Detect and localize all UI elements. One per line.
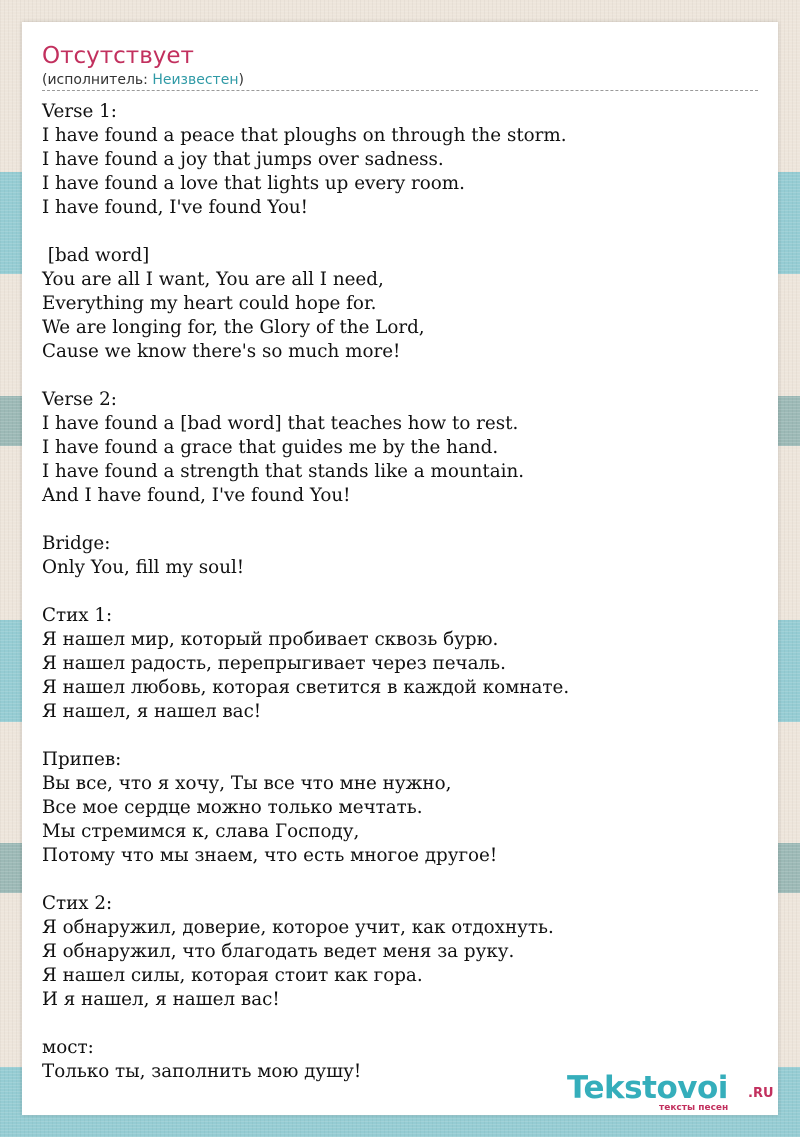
logo-domain: .RU <box>748 1086 774 1101</box>
lyrics-card <box>22 22 778 1115</box>
song-title: Отсутствует <box>42 43 194 69</box>
lyric-line: I have found a peace that ploughs on through the storm. <box>42 125 567 146</box>
lyric-line: Я обнаружил, доверие, которое учит, как отдохнуть. <box>42 917 554 938</box>
lyric-line: Verse 1: <box>42 101 117 122</box>
lyric-line: Стих 1: <box>42 605 113 626</box>
lyric-line: I have found a love that lights up every room. <box>42 173 465 194</box>
lyric-line: We are longing for, the Glory of the Lord, <box>42 317 425 338</box>
lyric-line: I have found a [bad word] that teaches how to rest. <box>42 413 519 434</box>
lyric-line: Я нашел, я нашел вас! <box>42 701 262 722</box>
lyric-line: And I have found, I've found You! <box>42 485 351 506</box>
lyric-line: Verse 2: <box>42 389 117 410</box>
lyric-line: You are all I want, You are all I need, <box>42 269 384 290</box>
lyric-line: мост: <box>42 1037 94 1058</box>
lyric-line: Cause we know there's so much more! <box>42 341 401 362</box>
lyric-line: Стих 2: <box>42 893 113 914</box>
artist-prefix: (исполнитель: <box>42 72 153 88</box>
logo-wordmark: Tekstovoi <box>567 1070 728 1106</box>
lyrics-text <box>42 100 758 1084</box>
lyric-line <box>42 868 758 892</box>
lyric-line: Я нашел радость, перепрыгивает через печаль. <box>42 653 506 674</box>
lyric-line: Все мое сердце можно только мечтать. <box>42 797 423 818</box>
lyric-line: Потому что мы знаем, что есть многое другое! <box>42 845 498 866</box>
lyric-line: I have found a grace that guides me by the hand. <box>42 437 499 458</box>
lyric-line <box>42 508 758 532</box>
artist-suffix: ) <box>238 72 244 88</box>
lyric-line: I have found a joy that jumps over sadness. <box>42 149 444 170</box>
artist-line <box>42 71 244 89</box>
artist-link[interactable]: Неизвестен <box>152 72 239 88</box>
title-divider <box>42 90 758 91</box>
lyric-line: Я нашел силы, которая стоит как гора. <box>42 965 423 986</box>
lyric-line: Мы стремимся к, слава Господу, <box>42 821 360 842</box>
lyric-line: Everything my heart could hope for. <box>42 293 377 314</box>
lyric-line: Only You, fill my soul! <box>42 557 245 578</box>
site-logo[interactable] <box>567 1068 777 1114</box>
lyric-line <box>42 220 758 244</box>
lyric-line <box>42 580 758 604</box>
lyric-line: Вы все, что я хочу, Ты все что мне нужно, <box>42 773 452 794</box>
logo-tagline: тексты песен <box>659 1103 729 1113</box>
lyric-line <box>42 1012 758 1036</box>
lyric-line: Только ты, заполнить мою душу! <box>42 1061 362 1082</box>
lyric-line: I have found, I've found You! <box>42 197 308 218</box>
lyric-line <box>42 364 758 388</box>
lyric-line: Я обнаружил, что благодать ведет меня за руку. <box>42 941 515 962</box>
lyric-line: Припев: <box>42 749 122 770</box>
lyric-line: [bad word] <box>42 245 150 266</box>
lyric-line: Я нашел мир, который пробивает сквозь бурю. <box>42 629 499 650</box>
lyric-line <box>42 724 758 748</box>
lyric-line: Я нашел любовь, которая светится в каждой комнате. <box>42 677 570 698</box>
lyric-line: Bridge: <box>42 533 111 554</box>
lyric-line: I have found a strength that stands like a mountain. <box>42 461 525 482</box>
lyric-line: И я нашел, я нашел вас! <box>42 989 280 1010</box>
